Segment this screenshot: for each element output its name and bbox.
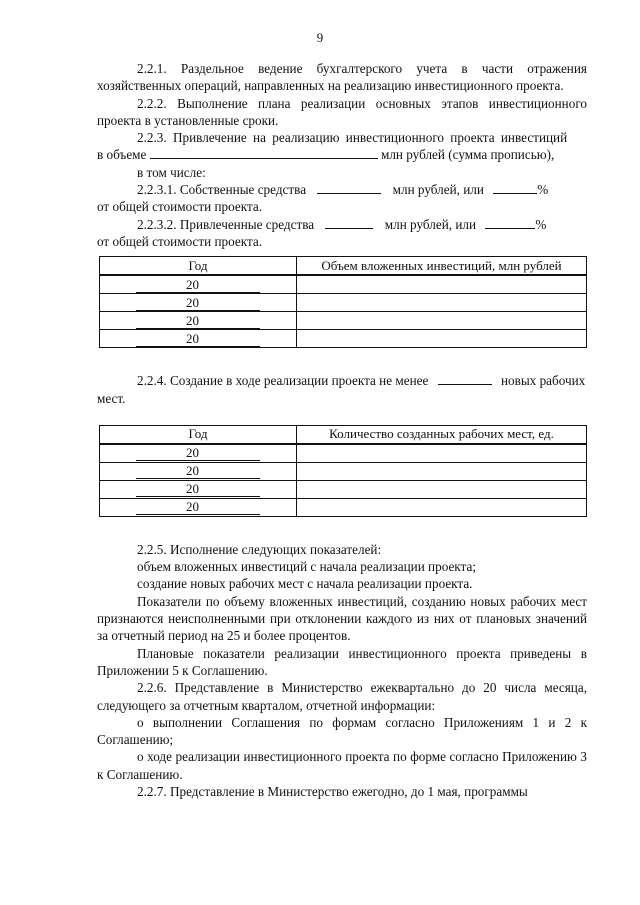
table-row — [100, 498, 587, 516]
value-cell — [297, 462, 587, 480]
value-cell — [297, 480, 587, 498]
own-funds-percent-blank — [493, 181, 537, 194]
col-year: Год — [100, 257, 297, 276]
including-label: в том числе: — [137, 164, 206, 180]
value-cell — [297, 312, 587, 330]
table-row — [100, 312, 587, 330]
document-body — [97, 60, 587, 800]
value-cell — [297, 498, 587, 516]
clause-2-2-6-item-2: о ходе реализации инвестиционного проекта по форме согласно Приложению 3 к Соглашению. — [97, 749, 587, 782]
investment-table — [99, 256, 587, 348]
own-funds-label: 2.2.3.1. Собственные средства — [137, 182, 307, 198]
jobs-tail: новых рабочих мест. — [97, 373, 586, 406]
clause-2-2-3-2 — [97, 216, 587, 233]
clause-2-2-7: 2.2.7. Представление в Министерство ежегодно, до 1 мая, программы — [137, 784, 528, 800]
percent-sign: % — [537, 182, 549, 198]
amount-blank — [150, 146, 378, 159]
year-cell: 20 — [136, 446, 260, 461]
col-investment: Объем вложенных инвестиций, млн рублей — [297, 257, 587, 276]
table-row — [100, 462, 587, 480]
year-cell: 20 — [136, 296, 260, 311]
clause-2-2-1: 2.2.1. Раздельное ведение бухгалтерского учета в части отражения хозяйственных операций, направленных на реализацию инвестиционного проекта. — [97, 61, 587, 94]
clause-2-2-6: 2.2.6. Представление в Министерство ежеквартально до 20 числа месяца, следующего за отчетным кварталом, отчетной информации: — [97, 680, 587, 713]
raised-funds-blank — [325, 216, 373, 229]
year-cell: 20 — [136, 500, 260, 515]
year-cell: 20 — [136, 278, 260, 293]
raised-funds-percent-blank — [485, 216, 535, 229]
jobs-blank — [438, 372, 492, 385]
col-jobs: Количество созданных рабочих мест, ед. — [297, 425, 587, 444]
table-row — [100, 294, 587, 312]
jobs-label: 2.2.4. Создание в ходе реализации проекта не менее — [137, 373, 429, 389]
page-number: 9 — [316, 30, 324, 45]
clause-2-2-2: 2.2.2. Выполнение плана реализации основных этапов инвестиционного проекта в установленные сроки. — [97, 95, 587, 128]
year-cell: 20 — [136, 314, 260, 329]
value-cell — [297, 330, 587, 348]
col-year: Год — [100, 425, 297, 444]
raised-funds-label: 2.2.3.2. Привлеченные средства — [137, 216, 315, 232]
indicator-jobs: создание новых рабочих мест с начала реализации проекта. — [137, 576, 473, 592]
own-funds-unit: млн рублей, или — [392, 182, 484, 198]
table-row — [100, 444, 587, 463]
own-funds-blank — [317, 181, 381, 194]
table-row — [100, 480, 587, 498]
jobs-table — [99, 425, 587, 517]
own-funds-tail: от общей стоимости проекта. — [97, 199, 263, 215]
clause-2-2-3: 2.2.3. Привлечение на реализацию инвестиционного проекта инвестиций — [137, 130, 568, 146]
value-cell — [297, 294, 587, 312]
table-row — [100, 275, 587, 294]
percent-sign: % — [535, 216, 547, 232]
raised-funds-unit: млн рублей, или — [384, 216, 477, 232]
clause-2-2-6-item-1: о выполнении Соглашения по формам согласно Приложениям 1 и 2 к Соглашению; — [97, 714, 587, 748]
year-cell: 20 — [136, 464, 260, 479]
raised-funds-tail: от общей стоимости проекта. — [97, 233, 263, 249]
planned-indicators: Плановые показатели реализации инвестиционного проекта приведены в Приложении 5 к Соглашению. — [97, 645, 587, 678]
clause-2-2-3-1 — [97, 181, 587, 198]
clause-2-2-4 — [97, 372, 587, 407]
clause-2-2-5: 2.2.5. Исполнение следующих показателей: — [137, 541, 382, 557]
indicator-investment: объем вложенных инвестиций с начала реализации проекта; — [137, 559, 476, 575]
value-cell — [297, 444, 587, 463]
clause-2-2-3-amount — [97, 146, 587, 163]
year-cell: 20 — [136, 482, 260, 497]
indicators-rule: Показатели по объему вложенных инвестиций, созданию новых рабочих мест признаются неисполненными при отклонении каждого из них от плановых значений за отчетный период на 25 и более процентов. — [97, 593, 587, 644]
table-row — [100, 330, 587, 348]
amount-label: в объеме — [97, 147, 147, 163]
value-cell — [297, 275, 587, 294]
year-cell: 20 — [136, 332, 260, 347]
amount-unit: млн рублей (сумма прописью), — [380, 147, 555, 163]
